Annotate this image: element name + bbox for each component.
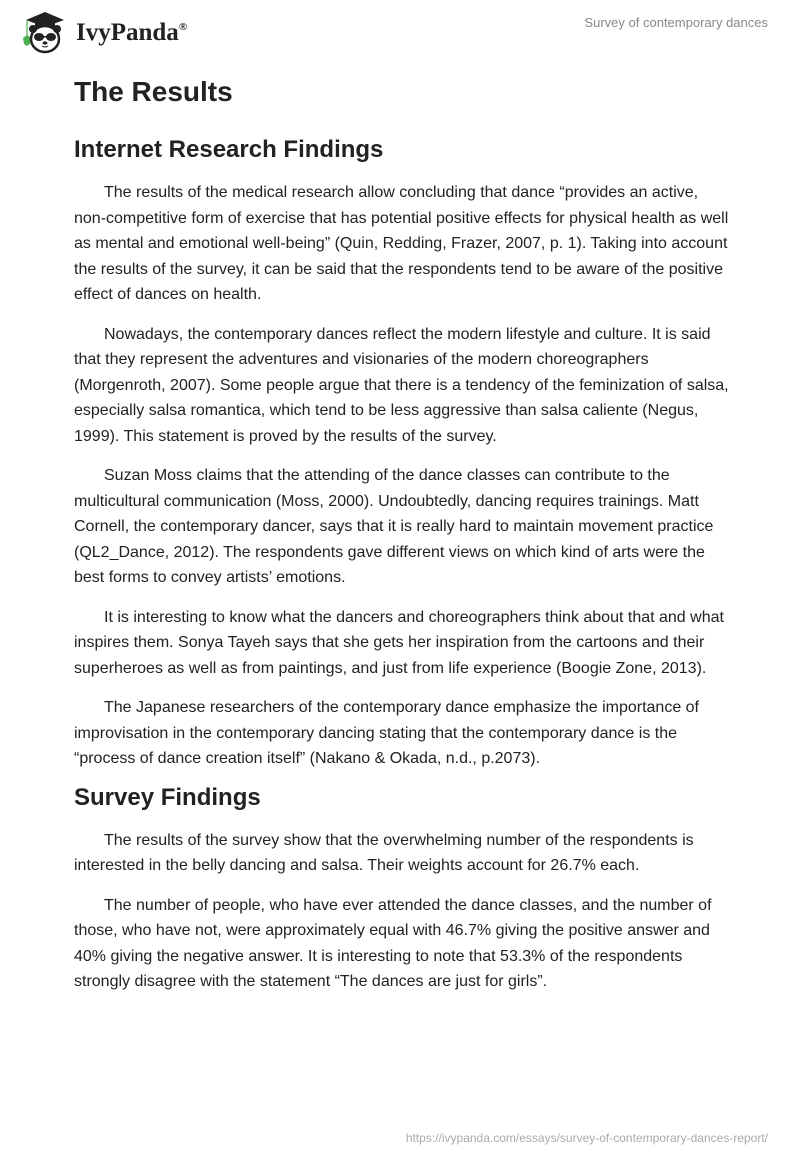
paragraph: The results of the survey show that the overwhelming number of the respondents is interested in the belly dancing and salsa. Their weights account for 26.7% each. xyxy=(74,831,694,874)
registered-mark: ® xyxy=(178,21,188,33)
document-title: Survey of contemporary dances xyxy=(584,15,768,30)
logo-wordmark xyxy=(76,19,187,47)
panda-graduate-icon xyxy=(18,8,72,54)
logo-name: IvyPanda xyxy=(76,19,179,46)
section-heading-survey-findings: Survey Findings xyxy=(74,783,261,811)
page-header xyxy=(0,0,800,60)
paragraph: Suzan Moss claims that the attending of the dance classes can contribute to the multicultural communication (Moss, 2000). Undoubtedly, dancing requires trainings. Matt Cornell, the contemporary dancer, says that it is really hard to maintain movement practice (QL2_Dance, 2012). The respondents gave different views on which kind of arts were the best forms to convey artists’ emotions. xyxy=(74,467,714,586)
source-url[interactable]: https://ivypanda.com/essays/survey-of-contemporary-dances-report/ xyxy=(405,1131,768,1145)
paragraph: The results of the medical research allow concluding that dance “provides an active, non-competitive form of exercise that has potential positive effects for physical health as well as mental and emotional well-being” (Quin, Redding, Frazer, 2007, p. 1). Taking into account the results of the survey, it can be said that the respondents tend to be aware of the positive effect of dances on health. xyxy=(74,184,729,303)
paragraph: Nowadays, the contemporary dances reflect the modern lifestyle and culture. It is said that they represent the adventures and visionaries of the modern choreographers (Morgenroth, 2007). Some people argue that there is a tendency of the feminization of salsa, especially salsa romantica, which tend to be less aggressive than salsa caliente (Negus, 1999). This statement is proved by the results of the survey. xyxy=(74,325,729,445)
paragraph: The number of people, who have ever attended the dance classes, and the number of those, who have not, were approximately equal with 46.7% giving the positive answer and 40% giving the negative answer. It is interesting to note that 53.3% of the respondents strongly disagree with the statement “The dances are just for girls”. xyxy=(74,896,712,990)
paragraph: It is interesting to know what the dancers and choreographers think about that and what inspires them. Sonya Tayeh says that she gets her inspiration from the cartoons and their superheroes as well as from paintings, and just from life experience (Boogie Zone, 2013). xyxy=(74,608,724,677)
article-content xyxy=(74,70,734,995)
paragraph: The Japanese researchers of the contemporary dance emphasize the importance of improvisation in the contemporary dancing stating that the contemporary dance is the “process of dance creation itself” (Nakano & Okada, n.d., p.2073). xyxy=(74,699,699,767)
ivypanda-logo[interactable] xyxy=(18,8,187,54)
page-title: The Results xyxy=(74,76,233,107)
section-heading-internet-research: Internet Research Findings xyxy=(74,136,384,163)
